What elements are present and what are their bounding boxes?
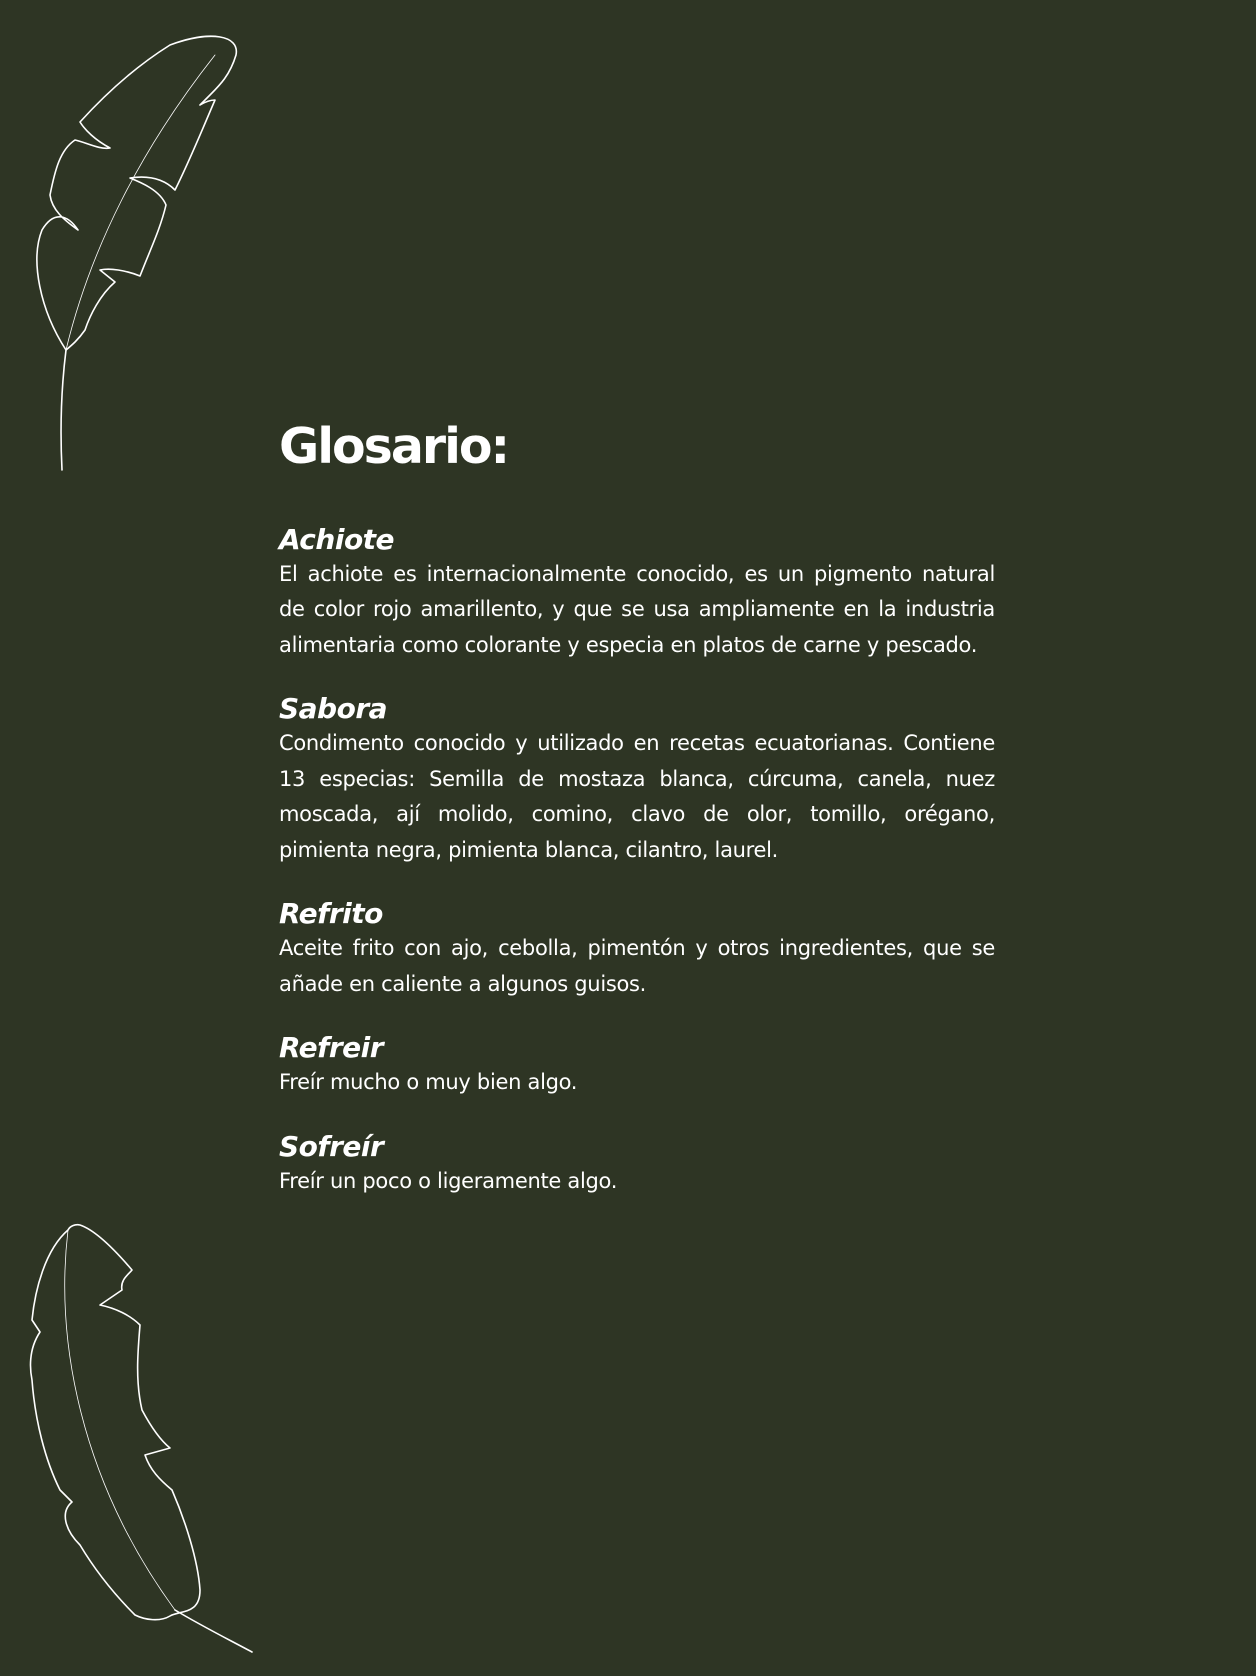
leaf-bottom-icon	[20, 1220, 270, 1660]
glossary-entry-sabora	[279, 691, 995, 868]
term-heading: Refreir	[279, 1031, 384, 1065]
glossary	[279, 420, 995, 1227]
page-title: Glosario:	[279, 418, 509, 475]
term-heading: Sabora	[279, 692, 388, 726]
term-definition: Condimento conocido y utilizado en recetas ecuatorianas. Contiene 13 especias: Semilla de mostaza blanca, cúrcuma, canela, nuez moscada, ají molido, comino, clavo de olor, tomillo, orégano, pimienta negra, pimienta blanca, cilantro, laurel.	[279, 731, 995, 862]
term-definition: Freír un poco o ligeramente algo.	[279, 1168, 618, 1193]
glossary-entry-refrito	[279, 896, 995, 1002]
term-definition: Aceite frito con ajo, cebolla, pimentón y otros ingredientes, que se añade en caliente a algunos guisos.	[279, 936, 995, 996]
glossary-entry-refreir	[279, 1030, 995, 1101]
term-heading: Refrito	[279, 897, 383, 931]
term-heading: Achiote	[279, 522, 395, 556]
term-definition: Freír mucho o muy bien algo.	[279, 1070, 578, 1095]
term-definition: El achiote es internacionalmente conocido, es un pigmento natural de color rojo amarillento, y que se usa ampliamente en la industria alimentaria como colorante y especia en platos de carne y pescado.	[279, 561, 995, 657]
glossary-entry-sofreir	[279, 1129, 995, 1200]
term-heading: Sofreír	[279, 1129, 384, 1163]
glossary-entry-achiote	[279, 522, 995, 664]
leaf-top-icon	[30, 30, 270, 480]
